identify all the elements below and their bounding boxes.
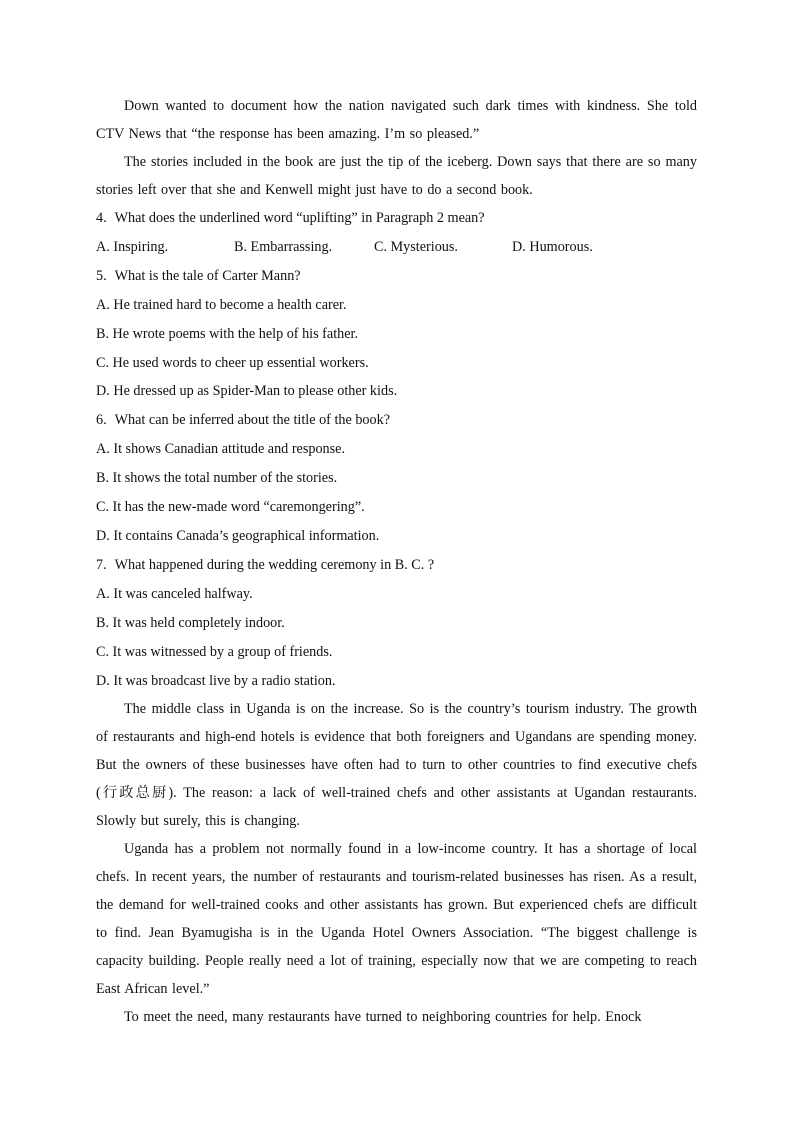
paragraph: Down wanted to document how the nation navigated such dark times with kindness. She told CTV News that “the response has been amazing. I’m so pleased.” (96, 98, 697, 142)
question-number: 5. (96, 267, 107, 284)
question-stem (96, 406, 697, 435)
question-text: What happened during the wedding ceremony in B. C. ? (114, 556, 435, 573)
option-a: A. Inspiring. (96, 238, 169, 255)
paragraph: The middle class in Uganda is on the increase. So is the country’s tourism industry. The growth of restaurants and high-end hotels is evidence that both foreigners and Ugandans are spending money. But the owners of these businesses have often had to turn to other countries to find executive chefs (行政总厨). The reason: a lack of well-trained chefs and other assistants at Ugandan restaurants. Slowly but surely, this is changing. (96, 701, 697, 830)
question-text: What can be inferred about the title of the book? (114, 412, 391, 429)
document-page (96, 92, 697, 1031)
option-c: C. He used words to cheer up essential workers. (96, 354, 369, 371)
paragraph: Uganda has a problem not normally found in a low-income country. It has a shortage of local chefs. In recent years, the number of restaurants and tourism-related businesses has risen. As a result, the demand for well-trained cooks and other assistants has grown. But experienced chefs are difficult to find. Jean Byamugisha is in the Uganda Hotel Owners Association. “The biggest challenge is capacity building. People really need a lot of training, especially now that we are competing to reach East African level.” (96, 841, 697, 998)
passage-1 (96, 92, 697, 204)
option-d: D. It was broadcast live by a radio station. (96, 672, 336, 689)
paragraph: The stories included in the book are just the tip of the iceberg. Down says that there are so many stories left over that she and Kenwell might just have to do a second book. (96, 154, 697, 198)
option-a: A. It shows Canadian attitude and response. (96, 441, 346, 458)
option-a: A. He trained hard to become a health carer. (96, 296, 347, 313)
option-d: D. It contains Canada’s geographical information. (96, 527, 380, 544)
question-stem (96, 551, 697, 580)
question-text: What is the tale of Carter Mann? (114, 267, 301, 284)
option-b: B. It shows the total number of the stories. (96, 470, 338, 487)
question-4 (96, 204, 697, 262)
option-d: D. Humorous. (512, 238, 593, 255)
question-6 (96, 406, 697, 551)
question-number: 7. (96, 556, 107, 573)
passage-2 (96, 695, 697, 1031)
question-stem (96, 262, 697, 291)
option-c: C. It was witnessed by a group of friends. (96, 643, 333, 660)
option-b: B. He wrote poems with the help of his father. (96, 325, 359, 342)
option-d: D. He dressed up as Spider-Man to please other kids. (96, 383, 398, 400)
option-c: C. Mysterious. (374, 238, 458, 255)
question-7 (96, 551, 697, 696)
option-a: A. It was canceled halfway. (96, 585, 253, 602)
options-row (96, 233, 697, 262)
question-text: What does the underlined word “uplifting” in Paragraph 2 mean? (114, 210, 485, 226)
question-5 (96, 262, 697, 407)
question-number: 4. (96, 210, 107, 226)
paragraph: To meet the need, many restaurants have turned to neighboring countries for help. Enock (124, 1009, 642, 1026)
option-b: B. Embarrassing. (234, 238, 333, 255)
option-b: B. It was held completely indoor. (96, 614, 285, 631)
question-stem (96, 204, 697, 233)
question-number: 6. (96, 412, 107, 429)
option-c: C. It has the new-made word “caremongering”. (96, 499, 365, 516)
